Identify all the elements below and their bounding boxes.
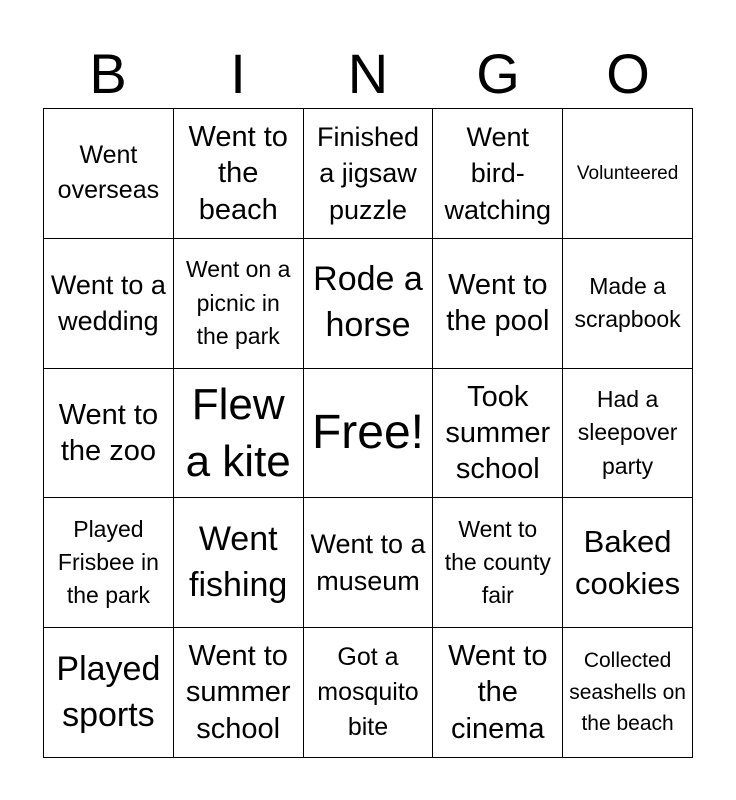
cell-text: Rode a horse bbox=[313, 260, 423, 345]
cell-text: Volunteered bbox=[576, 162, 679, 184]
cell-text: Went to a wedding bbox=[50, 269, 166, 337]
bingo-cell-g2[interactable] bbox=[433, 239, 563, 369]
bingo-cell-g5[interactable] bbox=[433, 628, 563, 758]
free-space-text: Free! bbox=[311, 406, 424, 460]
bingo-cell-b1[interactable] bbox=[44, 109, 174, 239]
header-letter-b: B bbox=[89, 42, 127, 105]
cell-text: Made a scrapbook bbox=[574, 272, 681, 333]
bingo-cell-o1[interactable] bbox=[563, 109, 693, 239]
bingo-cell-i4[interactable] bbox=[174, 498, 304, 628]
cell-text: Went on a picnic in the park bbox=[185, 256, 291, 349]
cell-text: Went fishing bbox=[189, 519, 288, 604]
cell-text: Went to the cinema bbox=[448, 640, 548, 745]
bingo-cell-i2[interactable] bbox=[174, 239, 304, 369]
header-letter-n: N bbox=[347, 42, 389, 105]
bingo-cell-b4[interactable] bbox=[44, 498, 174, 628]
bingo-cell-b5[interactable] bbox=[44, 628, 174, 758]
cell-text: Went bird-watching bbox=[444, 121, 552, 225]
bingo-cell-b2[interactable] bbox=[44, 239, 174, 369]
cell-text: Went to the zoo bbox=[58, 398, 159, 467]
cell-text: Collected seashells on the beach bbox=[569, 649, 686, 736]
bingo-cell-o4[interactable] bbox=[563, 498, 693, 628]
bingo-cell-i3[interactable] bbox=[174, 369, 304, 499]
cell-text: Went to the county fair bbox=[444, 515, 551, 609]
bingo-cell-n3[interactable] bbox=[304, 369, 434, 499]
cell-text: Flew a kite bbox=[185, 379, 291, 486]
bingo-cell-o3[interactable] bbox=[563, 369, 693, 499]
bingo-cell-o5[interactable] bbox=[563, 628, 693, 758]
cell-text: Went to the pool bbox=[446, 268, 550, 338]
cell-text: Finished a jigsaw puzzle bbox=[316, 121, 420, 225]
cell-text: Baked cookies bbox=[575, 523, 681, 601]
bingo-cell-g1[interactable] bbox=[433, 109, 563, 239]
cell-text: Had a sleepover party bbox=[577, 385, 678, 479]
bingo-cell-n5[interactable] bbox=[304, 628, 434, 758]
header-letter-g: G bbox=[476, 42, 520, 105]
bingo-cell-n1[interactable] bbox=[304, 109, 434, 239]
bingo-cell-i5[interactable] bbox=[174, 628, 304, 758]
bingo-cell-n2[interactable] bbox=[304, 239, 434, 369]
cell-text: Went to the beach bbox=[188, 121, 288, 226]
bingo-header bbox=[43, 40, 693, 108]
bingo-cell-b3[interactable] bbox=[44, 369, 174, 499]
header-letter-i: I bbox=[230, 42, 246, 105]
cell-text: Took summer school bbox=[445, 380, 551, 486]
header-letter-o: O bbox=[606, 42, 650, 105]
bingo-cell-o2[interactable] bbox=[563, 239, 693, 369]
cell-text: Went to summer school bbox=[185, 640, 291, 745]
bingo-cell-n4[interactable] bbox=[304, 498, 434, 628]
cell-text: Got a mosquito bite bbox=[317, 643, 419, 742]
cell-text: Played Frisbee in the park bbox=[57, 515, 159, 609]
cell-text: Went overseas bbox=[57, 141, 160, 205]
bingo-cell-g4[interactable] bbox=[433, 498, 563, 628]
cell-text: Went to a museum bbox=[310, 529, 426, 596]
bingo-cell-g3[interactable] bbox=[433, 369, 563, 499]
bingo-board bbox=[43, 108, 693, 758]
bingo-cell-i1[interactable] bbox=[174, 109, 304, 239]
cell-text: Played sports bbox=[56, 649, 161, 734]
